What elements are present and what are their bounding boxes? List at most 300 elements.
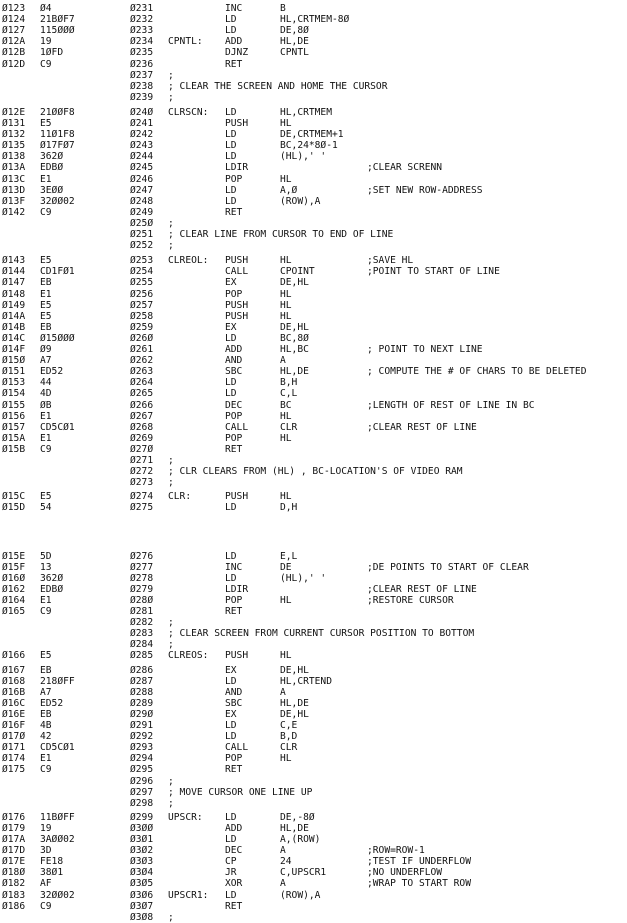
comment-text: ; bbox=[168, 69, 174, 81]
operand: D,H bbox=[280, 502, 298, 514]
line-number: Ø275 bbox=[130, 502, 154, 514]
code-line bbox=[0, 606, 627, 617]
mnemonic: CALL bbox=[225, 742, 249, 754]
object-code: C9 bbox=[40, 206, 52, 218]
line-number: Ø3Ø1 bbox=[130, 834, 154, 845]
operand: B,D bbox=[280, 731, 298, 743]
operand: B bbox=[280, 3, 286, 14]
code-line bbox=[0, 289, 627, 300]
line-number: Ø3Ø2 bbox=[130, 845, 154, 857]
line-number: Ø259 bbox=[130, 321, 154, 333]
code-line bbox=[0, 25, 627, 36]
operand: BC bbox=[280, 399, 292, 411]
address: Ø157 bbox=[2, 421, 26, 433]
mnemonic: LD bbox=[225, 140, 237, 152]
object-code: E1 bbox=[40, 410, 52, 422]
line-number: Ø286 bbox=[130, 664, 154, 676]
address: Ø162 bbox=[2, 583, 26, 595]
object-code: ED52 bbox=[40, 697, 64, 709]
line-number: Ø256 bbox=[130, 288, 154, 300]
address: Ø14F bbox=[2, 344, 26, 355]
operand: A,Ø bbox=[280, 184, 298, 196]
operand: HL bbox=[280, 299, 292, 311]
line-number: Ø289 bbox=[130, 697, 154, 709]
address: Ø13C bbox=[2, 173, 26, 185]
mnemonic: LD bbox=[225, 834, 237, 845]
mnemonic: RET bbox=[225, 606, 243, 617]
address: Ø12A bbox=[2, 36, 26, 48]
operand: C,L bbox=[280, 388, 298, 400]
line-number: Ø246 bbox=[130, 173, 154, 185]
operand: HL,CRTMEM-8Ø bbox=[280, 14, 350, 26]
address: Ø154 bbox=[2, 388, 26, 400]
operand: DE,-8Ø bbox=[280, 811, 315, 823]
comment-line bbox=[0, 776, 627, 787]
comment-text: ; bbox=[168, 91, 174, 103]
line-number: Ø298 bbox=[130, 797, 154, 809]
code-line bbox=[0, 731, 627, 742]
address: Ø131 bbox=[2, 118, 26, 129]
line-number: Ø249 bbox=[130, 206, 154, 218]
line-number: Ø267 bbox=[130, 410, 154, 422]
code-line bbox=[0, 107, 627, 118]
object-code: E1 bbox=[40, 288, 52, 300]
operand: DE,HL bbox=[280, 664, 309, 676]
line-number: Ø231 bbox=[130, 3, 154, 14]
comment-line bbox=[0, 455, 627, 466]
line-number: Ø3Ø3 bbox=[130, 856, 154, 868]
code-line bbox=[0, 698, 627, 709]
comment-line bbox=[0, 218, 627, 229]
comment-line bbox=[0, 240, 627, 251]
code-line bbox=[0, 845, 627, 856]
address: Ø143 bbox=[2, 255, 26, 267]
line-number: Ø296 bbox=[130, 775, 154, 787]
operand: HL bbox=[280, 432, 292, 444]
line-number: Ø3Ø8 bbox=[130, 911, 154, 923]
label: CLRSCN: bbox=[168, 106, 209, 118]
code-line bbox=[0, 491, 627, 502]
mnemonic: SBC bbox=[225, 366, 243, 378]
line-number: Ø285 bbox=[130, 650, 154, 662]
object-code: FE18 bbox=[40, 856, 64, 868]
object-code: E5 bbox=[40, 255, 52, 267]
object-code: 21BØF7 bbox=[40, 14, 75, 26]
line-number: Ø279 bbox=[130, 583, 154, 595]
mnemonic: PUSH bbox=[225, 299, 249, 311]
comment-text: ; bbox=[168, 775, 174, 787]
line-number: Ø257 bbox=[130, 299, 154, 311]
code-line bbox=[0, 255, 627, 266]
mnemonic: SBC bbox=[225, 697, 243, 709]
object-code: 19 bbox=[40, 822, 52, 834]
code-line bbox=[0, 411, 627, 422]
line-number: Ø3Ø6 bbox=[130, 889, 154, 901]
mnemonic: LD bbox=[225, 572, 237, 584]
object-code: 21ØØF8 bbox=[40, 106, 75, 118]
line-number: Ø299 bbox=[130, 811, 154, 823]
code-line bbox=[0, 118, 627, 129]
code-line bbox=[0, 878, 627, 889]
address: Ø175 bbox=[2, 764, 26, 776]
line-number: Ø24Ø bbox=[130, 106, 154, 118]
code-line bbox=[0, 366, 627, 377]
mnemonic: EX bbox=[225, 664, 237, 676]
address: Ø176 bbox=[2, 811, 26, 823]
mnemonic: DEC bbox=[225, 845, 243, 857]
line-number: Ø266 bbox=[130, 399, 154, 411]
address: Ø144 bbox=[2, 266, 26, 278]
line-number: Ø29Ø bbox=[130, 708, 154, 720]
object-code: 1ØFD bbox=[40, 47, 64, 59]
line-number: Ø247 bbox=[130, 184, 154, 196]
comment-line bbox=[0, 628, 627, 639]
object-code: CD5CØ1 bbox=[40, 742, 75, 754]
comment-line bbox=[0, 798, 627, 809]
address: Ø156 bbox=[2, 410, 26, 422]
operand: A bbox=[280, 845, 286, 857]
operand: HL bbox=[280, 410, 292, 422]
line-number: Ø254 bbox=[130, 266, 154, 278]
object-code: 19 bbox=[40, 36, 52, 48]
mnemonic: LD bbox=[225, 25, 237, 37]
line-number: Ø238 bbox=[130, 80, 154, 92]
line-number: Ø25Ø bbox=[130, 217, 154, 229]
object-code: Ø17FØ7 bbox=[40, 140, 75, 152]
operand: DE,HL bbox=[280, 277, 309, 289]
comment: ;ROW=ROW-1 bbox=[367, 845, 425, 857]
operand: BC,24*8Ø-1 bbox=[280, 140, 338, 152]
object-code: EDBØ bbox=[40, 583, 64, 595]
code-line bbox=[0, 502, 627, 513]
line-number: Ø28Ø bbox=[130, 594, 154, 606]
line-number: Ø258 bbox=[130, 310, 154, 322]
mnemonic: POP bbox=[225, 410, 243, 422]
code-line bbox=[0, 174, 627, 185]
mnemonic: LD bbox=[225, 550, 237, 562]
address: Ø155 bbox=[2, 399, 26, 411]
operand: HL bbox=[280, 310, 292, 322]
comment-text: ; bbox=[168, 477, 174, 489]
object-code: 115ØØØ bbox=[40, 25, 75, 37]
mnemonic: LD bbox=[225, 195, 237, 207]
object-code: 3D bbox=[40, 845, 52, 857]
comment: ;NO UNDERFLOW bbox=[367, 867, 443, 879]
line-number: Ø284 bbox=[130, 639, 154, 651]
object-code: Ø15ØØØ bbox=[40, 332, 75, 344]
code-line bbox=[0, 344, 627, 355]
code-line bbox=[0, 36, 627, 47]
address: Ø167 bbox=[2, 664, 26, 676]
object-code: 44 bbox=[40, 377, 52, 389]
mnemonic: LD bbox=[225, 502, 237, 514]
comment-text: ; bbox=[168, 639, 174, 651]
operand: HL bbox=[280, 753, 292, 765]
mnemonic: RET bbox=[225, 443, 243, 455]
comment-line bbox=[0, 70, 627, 81]
line-number: Ø269 bbox=[130, 432, 154, 444]
comment-line bbox=[0, 92, 627, 103]
mnemonic: LD bbox=[225, 889, 237, 901]
operand: A bbox=[280, 686, 286, 698]
object-code: 4D bbox=[40, 388, 52, 400]
code-line bbox=[0, 3, 627, 14]
code-line bbox=[0, 47, 627, 58]
code-line bbox=[0, 764, 627, 775]
address: Ø17E bbox=[2, 856, 26, 868]
comment-line bbox=[0, 617, 627, 628]
object-code: 32ØØ02 bbox=[40, 889, 75, 901]
code-line bbox=[0, 196, 627, 207]
operand: CLR bbox=[280, 421, 298, 433]
line-number: Ø272 bbox=[130, 466, 154, 478]
operand: E,L bbox=[280, 550, 298, 562]
line-number: Ø233 bbox=[130, 25, 154, 37]
address: Ø17D bbox=[2, 845, 26, 857]
code-line bbox=[0, 890, 627, 901]
comment-text: ; bbox=[168, 217, 174, 229]
mnemonic: LD bbox=[225, 332, 237, 344]
object-code: 13 bbox=[40, 561, 52, 573]
operand: HL,DE bbox=[280, 822, 309, 834]
object-code: C9 bbox=[40, 58, 52, 70]
code-line bbox=[0, 140, 627, 151]
code-line bbox=[0, 720, 627, 731]
mnemonic: LDIR bbox=[225, 162, 249, 174]
code-line bbox=[0, 277, 627, 288]
comment: ; POINT TO NEXT LINE bbox=[367, 344, 483, 355]
address: Ø16Ø bbox=[2, 572, 26, 584]
address: Ø164 bbox=[2, 594, 26, 606]
operand: (ROW),A bbox=[280, 889, 321, 901]
operand: A,(ROW) bbox=[280, 834, 321, 845]
mnemonic: POP bbox=[225, 753, 243, 765]
line-number: Ø295 bbox=[130, 764, 154, 776]
comment-text: ; bbox=[168, 617, 174, 629]
object-code: Ø9 bbox=[40, 344, 52, 355]
object-code: EDBØ bbox=[40, 162, 64, 174]
operand: CPNTL bbox=[280, 47, 309, 59]
code-line bbox=[0, 812, 627, 823]
comment-line bbox=[0, 639, 627, 650]
code-line bbox=[0, 562, 627, 573]
object-code: 42 bbox=[40, 731, 52, 743]
object-code: A7 bbox=[40, 355, 52, 367]
code-line bbox=[0, 59, 627, 70]
operand: (HL),' ' bbox=[280, 572, 327, 584]
code-line bbox=[0, 14, 627, 25]
operand: DE,8Ø bbox=[280, 25, 309, 37]
operand: HL,DE bbox=[280, 697, 309, 709]
address: Ø151 bbox=[2, 366, 26, 378]
line-number: Ø251 bbox=[130, 229, 154, 240]
code-line bbox=[0, 151, 627, 162]
address: Ø186 bbox=[2, 900, 26, 912]
operand: HL bbox=[280, 594, 292, 606]
mnemonic: POP bbox=[225, 594, 243, 606]
object-code: E5 bbox=[40, 118, 52, 129]
comment-text: ; MOVE CURSOR ONE LINE UP bbox=[168, 786, 313, 798]
line-number: Ø245 bbox=[130, 162, 154, 174]
operand: HL,DE bbox=[280, 366, 309, 378]
mnemonic: DJNZ bbox=[225, 47, 249, 59]
comment: ;LENGTH OF REST OF LINE IN BC bbox=[367, 399, 535, 411]
code-line bbox=[0, 834, 627, 845]
line-number: Ø274 bbox=[130, 491, 154, 503]
code-line bbox=[0, 322, 627, 333]
mnemonic: LD bbox=[225, 377, 237, 389]
line-number: Ø243 bbox=[130, 140, 154, 152]
code-line bbox=[0, 388, 627, 399]
address: Ø13A bbox=[2, 162, 26, 174]
code-line bbox=[0, 676, 627, 687]
mnemonic: JR bbox=[225, 867, 237, 879]
comment-line bbox=[0, 787, 627, 798]
operand: 24 bbox=[280, 856, 292, 868]
code-line bbox=[0, 595, 627, 606]
mnemonic: POP bbox=[225, 432, 243, 444]
code-line bbox=[0, 207, 627, 218]
object-code: 3EØØ bbox=[40, 184, 64, 196]
code-line bbox=[0, 742, 627, 753]
address: Ø16B bbox=[2, 686, 26, 698]
code-line bbox=[0, 433, 627, 444]
mnemonic: DEC bbox=[225, 399, 243, 411]
code-line bbox=[0, 333, 627, 344]
line-number: Ø291 bbox=[130, 720, 154, 731]
address: Ø16F bbox=[2, 720, 26, 731]
line-number: Ø252 bbox=[130, 240, 154, 252]
operand: HL,DE bbox=[280, 36, 309, 48]
address: Ø123 bbox=[2, 3, 26, 14]
mnemonic: LD bbox=[225, 184, 237, 196]
mnemonic: PUSH bbox=[225, 255, 249, 267]
address: Ø148 bbox=[2, 288, 26, 300]
line-number: Ø271 bbox=[130, 455, 154, 466]
operand: C,E bbox=[280, 720, 298, 731]
object-code: AF bbox=[40, 878, 52, 890]
object-code: 38Ø1 bbox=[40, 867, 64, 879]
mnemonic: INC bbox=[225, 561, 243, 573]
line-number: Ø237 bbox=[130, 69, 154, 81]
address: Ø168 bbox=[2, 675, 26, 687]
address: Ø14B bbox=[2, 321, 26, 333]
line-number: Ø268 bbox=[130, 421, 154, 433]
code-line bbox=[0, 377, 627, 388]
operand: HL bbox=[280, 255, 292, 267]
address: Ø149 bbox=[2, 299, 26, 311]
code-line bbox=[0, 665, 627, 676]
address: Ø147 bbox=[2, 277, 26, 289]
mnemonic: RET bbox=[225, 58, 243, 70]
operand: BC,8Ø bbox=[280, 332, 309, 344]
line-number: Ø288 bbox=[130, 686, 154, 698]
mnemonic: RET bbox=[225, 764, 243, 776]
address: Ø135 bbox=[2, 140, 26, 152]
address: Ø13D bbox=[2, 184, 26, 196]
mnemonic: CP bbox=[225, 856, 237, 868]
address: Ø15E bbox=[2, 550, 26, 562]
object-code: EB bbox=[40, 708, 52, 720]
object-code: EB bbox=[40, 321, 52, 333]
address: Ø165 bbox=[2, 606, 26, 617]
object-code: CD5CØ1 bbox=[40, 421, 75, 433]
address: Ø15C bbox=[2, 491, 26, 503]
address: Ø179 bbox=[2, 822, 26, 834]
line-number: Ø276 bbox=[130, 550, 154, 562]
code-line bbox=[0, 867, 627, 878]
operand: CPOINT bbox=[280, 266, 315, 278]
operand: HL,BC bbox=[280, 344, 309, 355]
line-number: Ø26Ø bbox=[130, 332, 154, 344]
code-line bbox=[0, 823, 627, 834]
comment-text: ; bbox=[168, 797, 174, 809]
mnemonic: ADD bbox=[225, 36, 243, 48]
line-number: Ø264 bbox=[130, 377, 154, 389]
mnemonic: LD bbox=[225, 731, 237, 743]
mnemonic: EX bbox=[225, 321, 237, 333]
comment-text: ; bbox=[168, 455, 174, 466]
mnemonic: LD bbox=[225, 720, 237, 731]
code-line bbox=[0, 687, 627, 698]
mnemonic: POP bbox=[225, 288, 243, 300]
object-code: E1 bbox=[40, 173, 52, 185]
comment: ;WRAP TO START ROW bbox=[367, 878, 471, 890]
code-line bbox=[0, 355, 627, 366]
line-number: Ø253 bbox=[130, 255, 154, 267]
operand: HL,CRTEND bbox=[280, 675, 332, 687]
address: Ø153 bbox=[2, 377, 26, 389]
line-number: Ø244 bbox=[130, 151, 154, 163]
object-code: 362Ø bbox=[40, 151, 64, 163]
address: Ø17A bbox=[2, 834, 26, 845]
code-line bbox=[0, 300, 627, 311]
mnemonic: XOR bbox=[225, 878, 243, 890]
object-code: 11Ø1F8 bbox=[40, 129, 75, 141]
mnemonic: PUSH bbox=[225, 650, 249, 662]
code-line bbox=[0, 129, 627, 140]
mnemonic: LD bbox=[225, 129, 237, 141]
code-line bbox=[0, 185, 627, 196]
object-code: C9 bbox=[40, 443, 52, 455]
line-number: Ø3Ø7 bbox=[130, 900, 154, 912]
object-code: Ø4 bbox=[40, 3, 52, 14]
line-number: Ø287 bbox=[130, 675, 154, 687]
mnemonic: LD bbox=[225, 388, 237, 400]
comment: ;RESTORE CURSOR bbox=[367, 594, 454, 606]
address: Ø14A bbox=[2, 310, 26, 322]
address: Ø12E bbox=[2, 106, 26, 118]
mnemonic: RET bbox=[225, 206, 243, 218]
address: Ø12D bbox=[2, 58, 26, 70]
address: Ø142 bbox=[2, 206, 26, 218]
mnemonic: AND bbox=[225, 686, 243, 698]
line-number: Ø3Ø5 bbox=[130, 878, 154, 890]
address: Ø18Ø bbox=[2, 867, 26, 879]
comment: ;CLEAR SCRENN bbox=[367, 162, 443, 174]
object-code: C9 bbox=[40, 900, 52, 912]
label: CLREOS: bbox=[168, 650, 209, 662]
line-number: Ø232 bbox=[130, 14, 154, 26]
code-line bbox=[0, 573, 627, 584]
code-line bbox=[0, 444, 627, 455]
line-number: Ø263 bbox=[130, 366, 154, 378]
object-code: 5D bbox=[40, 550, 52, 562]
comment-line bbox=[0, 81, 627, 92]
line-number: Ø261 bbox=[130, 344, 154, 355]
comment: ;DE POINTS TO START OF CLEAR bbox=[367, 561, 529, 573]
object-code: A7 bbox=[40, 686, 52, 698]
